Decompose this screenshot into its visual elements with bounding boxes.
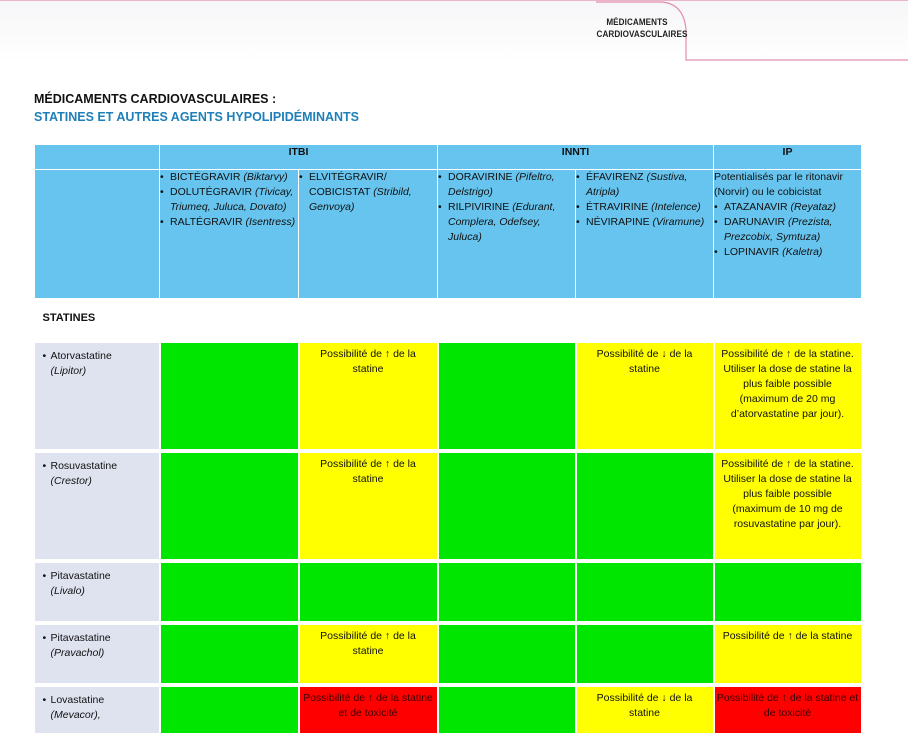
- interaction-cell: [299, 451, 438, 561]
- ip-note: Potentialisés par le ritonavir (Norvir) ou le cobicistat: [714, 171, 843, 198]
- drug-brand: (Stribild, Genvoya): [309, 186, 412, 213]
- interaction-cell: [438, 451, 576, 561]
- drug-item: [576, 215, 713, 230]
- drug-brand: (Prezista, Prezcobix, Symtuza): [724, 216, 833, 243]
- statin-name: • Lovastatine: [43, 693, 155, 708]
- statin-name-cell: [35, 685, 160, 735]
- table-row: [35, 451, 862, 561]
- drug-name: ÉFAVIRENZ: [586, 171, 647, 183]
- interaction-cell: [299, 685, 438, 735]
- section-label: STATINES: [35, 299, 862, 344]
- interaction-cell: [714, 685, 862, 735]
- col-innti-a: [438, 170, 576, 299]
- drug-brand: (Intelence): [651, 201, 701, 213]
- drug-name: DORAVIRINE: [448, 171, 516, 183]
- drug-item: [576, 200, 713, 215]
- header-empty-cell: [35, 170, 160, 299]
- statin-brand: (Pravachol): [50, 647, 105, 659]
- interaction-cell: [576, 623, 714, 685]
- interaction-text: Possibilité de ↑ de la statine. Utiliser la dose de statine la plus faible possible (maximum de 10 mg de rosuvastatine par jour).: [721, 458, 854, 530]
- drug-brand: (Edurant, Complera, Odefsey, Juluca): [448, 201, 556, 243]
- interaction-text: Possibilité de ↑ de la statine et de toxicité: [303, 692, 433, 719]
- interaction-cell: [438, 623, 576, 685]
- drug-brand: (Biktarvy): [243, 171, 288, 183]
- drug-name: NÉVIRAPINE: [586, 216, 653, 228]
- header-empty-cell: [35, 145, 160, 170]
- drug-name: DARUNAVIR: [724, 216, 788, 228]
- group-itbi: ITBI: [160, 145, 438, 170]
- table-group-header: [35, 145, 862, 170]
- drug-item: [160, 170, 298, 185]
- interaction-text: Possibilité de ↑ de la statine et de toxicité: [716, 692, 859, 719]
- drug-brand: (Reyataz): [790, 201, 837, 213]
- section-row: [35, 299, 862, 344]
- interaction-cell: [299, 623, 438, 685]
- drug-item: [299, 170, 437, 215]
- statin-name: • Pitavastatine: [43, 569, 155, 584]
- interaction-text: Possibilité de ↑ de la statine: [320, 458, 416, 485]
- interaction-cell: [160, 623, 299, 685]
- table-row: [35, 343, 862, 451]
- drug-item: [160, 215, 298, 230]
- interaction-cell: [714, 561, 862, 623]
- drug-brand: (Pifeltro, Delstrigo): [448, 171, 555, 198]
- drug-brand: (Viramune): [652, 216, 705, 228]
- drug-name: RILPIVIRINE: [448, 201, 513, 213]
- col-itbi-a: [160, 170, 299, 299]
- statin-brand: (Lipitor): [50, 365, 87, 377]
- interaction-cell: [438, 685, 576, 735]
- interaction-cell: [576, 561, 714, 623]
- statin-name: • Rosuvastatine: [43, 459, 155, 474]
- statin-name: • Pitavastatine: [43, 631, 155, 646]
- statin-brand: (Crestor): [50, 475, 92, 487]
- interaction-cell: [576, 343, 714, 451]
- drug-name: LOPINAVIR: [724, 246, 783, 258]
- drug-name: DOLUTÉGRAVIR: [170, 186, 255, 198]
- drug-name: ATAZANAVIR: [724, 201, 791, 213]
- page-title: MÉDICAMENTS CARDIOVASCULAIRES :: [34, 92, 277, 106]
- interaction-cell: [299, 343, 438, 451]
- drug-name: ELVITÉGRAVIR/ COBICISTAT: [309, 171, 387, 198]
- drug-item: [576, 170, 713, 200]
- interaction-cell: [714, 343, 862, 451]
- drug-item: [714, 200, 861, 215]
- interaction-text: Possibilité de ↑ de la statine: [320, 348, 416, 375]
- interaction-text: Possibilité de ↓ de la statine: [596, 692, 693, 719]
- statin-name-cell: [35, 451, 160, 561]
- interaction-cell: [299, 561, 438, 623]
- interaction-cell: [160, 343, 299, 451]
- drug-item: [160, 185, 298, 215]
- interaction-table: [34, 144, 863, 737]
- table-drug-header: [35, 170, 862, 299]
- col-innti-b: [576, 170, 714, 299]
- drug-brand: (Tivicay, Triumeq, Juluca, Dovato): [170, 186, 294, 213]
- interaction-text: Possibilité de ↑ de la statine: [320, 630, 416, 657]
- interaction-cell: [714, 451, 862, 561]
- drug-name: RALTÉGRAVIR: [170, 216, 246, 228]
- drug-name: ÉTRAVIRINE: [586, 201, 652, 213]
- group-ip: IP: [714, 145, 862, 170]
- drug-brand: (Isentress): [245, 216, 296, 228]
- drug-brand: (Kaletra): [782, 246, 823, 258]
- drug-brand: (Sustiva, Atripla): [586, 171, 688, 198]
- interaction-text: Possibilité de ↑ de la statine: [722, 630, 853, 642]
- table-row: [35, 561, 862, 623]
- statin-name-cell: [35, 623, 160, 685]
- page-subtitle: STATINES ET AUTRES AGENTS HYPOLIPIDÉMINANTS: [34, 110, 360, 124]
- group-innti: INNTI: [438, 145, 714, 170]
- col-ip: [714, 170, 862, 299]
- section-tab-outline: [0, 0, 908, 64]
- statin-name-cell: [35, 561, 160, 623]
- interaction-text: Possibilité de ↓ de la statine: [596, 348, 693, 375]
- statin-brand: (Livalo): [50, 585, 85, 597]
- col-itbi-b: [299, 170, 438, 299]
- drug-item: [438, 170, 575, 200]
- table-row: [35, 623, 862, 685]
- interaction-cell: [160, 451, 299, 561]
- interaction-cell: [160, 685, 299, 735]
- drug-item: [438, 200, 575, 245]
- statin-name-cell: [35, 343, 160, 451]
- table-row: [35, 685, 862, 735]
- section-tab-label: MÉDICAMENTS CARDIOVASCULAIRES: [596, 17, 688, 39]
- statin-brand: (Mevacor),: [50, 709, 101, 721]
- interaction-cell: [714, 623, 862, 685]
- drug-name: BICTÉGRAVIR: [170, 171, 244, 183]
- interaction-cell: [576, 451, 714, 561]
- interaction-cell: [160, 561, 299, 623]
- interaction-cell: [576, 685, 714, 735]
- interaction-text: Possibilité de ↑ de la statine. Utiliser la dose de statine la plus faible possible (maximum de 20 mg d’atorvastatine par jour).: [721, 348, 854, 420]
- interaction-cell: [438, 561, 576, 623]
- drug-item: [714, 215, 861, 245]
- drug-item: [714, 245, 861, 260]
- interaction-cell: [438, 343, 576, 451]
- statin-name: • Atorvastatine: [43, 349, 155, 364]
